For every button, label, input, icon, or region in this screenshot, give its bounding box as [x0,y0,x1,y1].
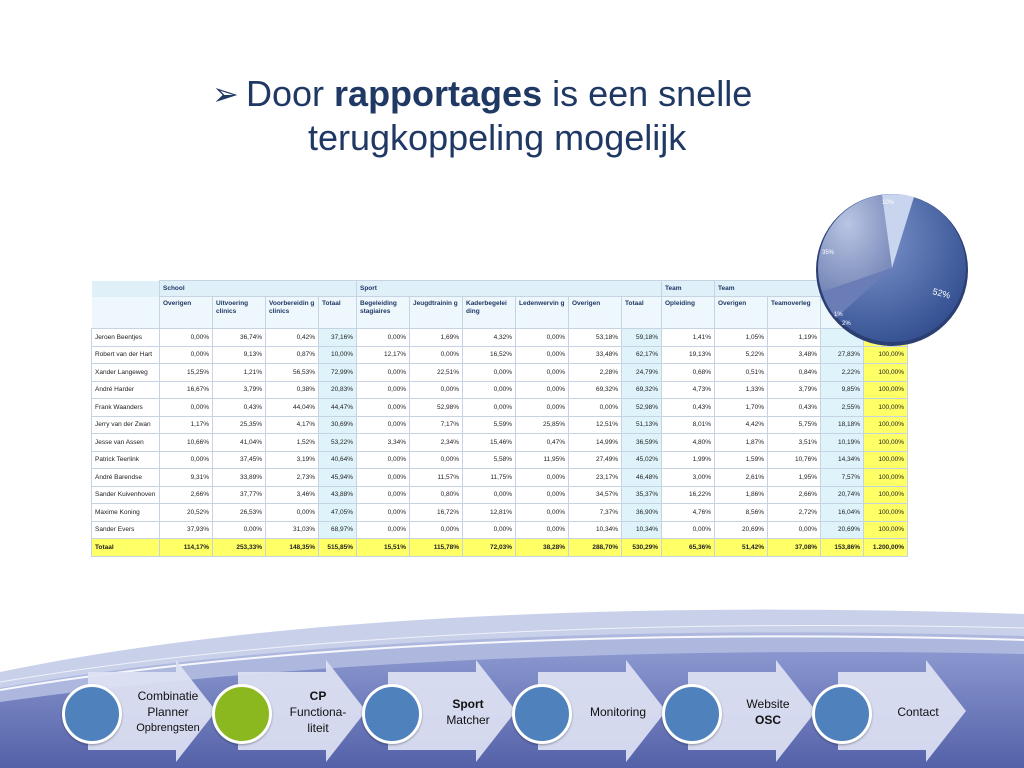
table-cell: 100,00% [864,416,908,434]
table-cell: 148,35% [266,539,319,557]
table-cell: 3,46% [266,486,319,504]
group-team: Team [662,281,715,297]
table-cell: 20,69% [715,521,768,539]
group-team: Team [715,281,908,297]
table-cell: 5,22% [715,346,768,364]
column-header: Begeleiding stagiaires [357,297,410,329]
table-cell: 9,13% [213,346,266,364]
table-cell: 1,86% [715,486,768,504]
nav-circle-icon[interactable] [362,684,422,744]
table-cell: 0,00% [160,399,213,417]
table-cell: 0,43% [768,399,821,417]
table-cell: 0,00% [357,469,410,487]
table-cell: 0,00% [357,416,410,434]
table-cell: 10,76% [768,451,821,469]
table-cell: 36,90% [622,504,662,522]
table-cell: 0,68% [662,364,715,382]
table-cell: 16,67% [160,381,213,399]
table-cell: 4,42% [715,416,768,434]
table-cell: 37,93% [160,521,213,539]
table-cell: 0,38% [266,381,319,399]
table-cell: 0,80% [410,486,463,504]
table-row [92,504,908,522]
group-sport: Sport [357,281,662,297]
table-cell: 100,00% [864,469,908,487]
table-cell: 16,72% [410,504,463,522]
table-cell: 15,25% [160,364,213,382]
table-cell: 0,00% [463,486,516,504]
table-cell: 1,99% [662,451,715,469]
group-school: School [160,281,357,297]
table-cell: 12,51% [569,416,622,434]
table-cell: 9,31% [160,469,213,487]
column-header: Uitvoering clinics [213,297,266,329]
table-cell: 0,00% [213,521,266,539]
table-row [92,469,908,487]
table-cell: 68,97% [319,521,357,539]
table-cell: 3,48% [768,346,821,364]
table-cell: 5,75% [768,416,821,434]
table-cell: 253,33% [213,539,266,557]
table-cell: 2,34% [410,434,463,452]
table-cell: 19,13% [662,346,715,364]
nav-label-line: Functiona- [289,705,347,719]
table-cell: 51,42% [715,539,768,557]
nav-circle-icon[interactable] [812,684,872,744]
table-cell: 100,00% [864,521,908,539]
nav-circle-icon[interactable] [212,684,272,744]
table-cell: 0,00% [463,381,516,399]
table-cell: 52,98% [622,399,662,417]
table-cell: 14,34% [821,451,864,469]
nav-label[interactable] [866,680,970,744]
table-cell: 0,00% [357,504,410,522]
table-cell: 0,00% [516,486,569,504]
nav-label-line: CP [309,689,327,703]
table-cell: 0,00% [160,329,213,347]
column-header: Totaal [622,297,662,329]
nav-circle-icon[interactable] [512,684,572,744]
bullet-arrow-icon: ➢ [212,76,239,112]
table-cell: 51,13% [622,416,662,434]
table-cell: 15,51% [357,539,410,557]
nav-label-line: Combinatie [137,689,199,703]
nav-label-line: Planner [147,705,189,719]
table-cell: 100,00% [864,434,908,452]
table-cell: 0,00% [516,504,569,522]
table-cell: 56,53% [266,364,319,382]
table-cell: 0,00% [662,521,715,539]
table-cell: 0,87% [266,346,319,364]
table-cell: 44,04% [266,399,319,417]
table-cell: 1,21% [213,364,266,382]
table-cell: 24,79% [622,364,662,382]
row-name: Frank Waanders [92,399,160,417]
table-cell: 1,70% [715,399,768,417]
pie-label: 35% [822,250,835,256]
table-cell: 11,95% [516,451,569,469]
table-cell: 27,49% [569,451,622,469]
table-cell: 11,57% [410,469,463,487]
table-cell: 33,48% [569,346,622,364]
table-cell: 0,51% [715,364,768,382]
table-cell: 62,17% [622,346,662,364]
table-row [92,416,908,434]
table-cell: 1,17% [160,416,213,434]
column-header: Overigen [160,297,213,329]
row-name: Sander Evers [92,521,160,539]
nav-label-line: Website [746,697,790,711]
slide-title [212,72,852,160]
table-cell: 1,19% [768,329,821,347]
column-header: Opleiding [662,297,715,329]
table-cell: 1,59% [715,451,768,469]
table-cell: 16,04% [821,504,864,522]
row-name: Sander Kuivenhoven [92,486,160,504]
table-cell: 34,57% [569,486,622,504]
table-row [92,521,908,539]
table-cell: 100,00% [864,451,908,469]
table-cell: 72,03% [463,539,516,557]
table-cell: 3,34% [357,434,410,452]
table-cell: 3,79% [768,381,821,399]
table-cell: 45,94% [319,469,357,487]
table-cell: 5,59% [463,416,516,434]
pie-label: 10% [882,200,895,206]
table-cell: 4,80% [662,434,715,452]
table-cell: 4,17% [266,416,319,434]
column-header: Kaderbegelei ding [463,297,516,329]
nav-label[interactable] [566,680,670,744]
table-cell: 100,00% [864,381,908,399]
table-cell: 2,73% [266,469,319,487]
table-cell: 20,52% [160,504,213,522]
pie-label: 1% [834,312,843,318]
table-cell: 114,17% [160,539,213,557]
table-cell: 9,85% [821,381,864,399]
row-name: Xander Langeweg [92,364,160,382]
table-cell: 20,83% [319,381,357,399]
table-cell: 14,99% [569,434,622,452]
column-header: Teamoverleg [768,297,821,329]
table-cell: 0,00% [463,521,516,539]
table-cell: 25,35% [213,416,266,434]
table-cell: 3,51% [768,434,821,452]
table-cell: 1,33% [715,381,768,399]
table-cell: 2,55% [821,399,864,417]
table-cell: 0,47% [516,434,569,452]
table-cell: 2,66% [160,486,213,504]
table-row [92,381,908,399]
table-cell: 37,45% [213,451,266,469]
table-cell: 0,00% [357,399,410,417]
nav-label-line: Opbrengsten [136,722,200,734]
table-cell: 36,59% [622,434,662,452]
nav-label-line: OSC [754,713,781,727]
table-cell: 47,05% [319,504,357,522]
table-cell: 0,43% [662,399,715,417]
table-cell: 3,00% [662,469,715,487]
table-cell: 46,48% [622,469,662,487]
table-cell: 0,00% [410,451,463,469]
table-cell: 2,66% [768,486,821,504]
table-cell: 27,83% [821,346,864,364]
table-cell: 0,00% [516,521,569,539]
table-cell: 100,00% [864,364,908,382]
table-cell: 0,00% [768,521,821,539]
table-cell: 5,58% [463,451,516,469]
nav-label[interactable] [266,680,370,744]
nav-label-line: Matcher [446,713,490,727]
table-cell: 10,34% [569,521,622,539]
table-row [92,399,908,417]
table-cell: 33,89% [213,469,266,487]
table-row [92,434,908,452]
corner-cell [92,281,160,297]
table-cell: 0,00% [357,521,410,539]
table-cell: 25,85% [516,416,569,434]
title-text-post: is een snelle [542,73,753,114]
table-cell: 0,00% [516,346,569,364]
table-row [92,486,908,504]
table-cell: 4,32% [463,329,516,347]
table-cell: 12,81% [463,504,516,522]
table-cell: 20,69% [821,521,864,539]
row-name: Patrick Teerlink [92,451,160,469]
table-cell: 100,00% [864,504,908,522]
table-cell: 69,32% [569,381,622,399]
nav-label-line: Sport [452,697,484,711]
table-cell: 1,41% [662,329,715,347]
table-cell: 0,00% [516,364,569,382]
table-cell: 1.200,00% [864,539,908,557]
table-cell: 1,52% [266,434,319,452]
table-cell: 53,22% [319,434,357,452]
nav-label-line: Monitoring [589,705,647,719]
table-cell: 59,18% [622,329,662,347]
report-table [91,280,908,557]
table-cell: 72,99% [319,364,357,382]
table-cell: 3,79% [213,381,266,399]
table-cell: 38,28% [516,539,569,557]
table-cell: 4,73% [662,381,715,399]
table-cell: 65,36% [662,539,715,557]
table-row [92,329,908,347]
table-cell: 515,85% [319,539,357,557]
table-cell: 53,18% [569,329,622,347]
table-cell: 0,00% [357,381,410,399]
nav-label[interactable] [716,680,820,744]
table-cell: 0,00% [266,504,319,522]
row-name: Jerry van der Zwan [92,416,160,434]
column-header: Voorbereidin g clinics [266,297,319,329]
table-cell: 0,00% [410,381,463,399]
table-cell: 11,75% [463,469,516,487]
table-cell: 45,02% [622,451,662,469]
table-cell: 43,88% [319,486,357,504]
pie-label: 2% [842,321,851,327]
pie-label: 52% [931,286,952,301]
table-cell: 12,17% [357,346,410,364]
table-cell: 37,16% [319,329,357,347]
table-cell: 15,46% [463,434,516,452]
table-row [92,346,908,364]
nav-item[interactable] [838,660,988,762]
row-name: André Harder [92,381,160,399]
table-cell: 0,00% [463,364,516,382]
row-name: Totaal [92,539,160,557]
nav-label-line: Contact [897,705,939,719]
table-cell: 0,00% [160,451,213,469]
table-cell: 0,00% [569,399,622,417]
table-cell: 10,00% [319,346,357,364]
table-cell: 8,56% [715,504,768,522]
table-cell: 0,00% [357,364,410,382]
table-cell: 69,32% [622,381,662,399]
title-text-bold: rapportages [334,73,543,114]
table-cell: 0,00% [410,346,463,364]
title-text-pre: Door [246,73,335,114]
column-header: Overigen [715,297,768,329]
table-cell: 100,00% [864,346,908,364]
table-cell: 100,00% [864,399,908,417]
table-cell: 0,00% [516,329,569,347]
table-cell: 44,47% [319,399,357,417]
table-cell: 18,18% [821,416,864,434]
table-cell: 10,66% [160,434,213,452]
table-cell: 35,37% [622,486,662,504]
table-cell: 0,00% [410,521,463,539]
table-cell: 3,19% [266,451,319,469]
row-name: Robert van der Hart [92,346,160,364]
title-line-2: terugkoppeling mogelijk [308,117,687,158]
table-cell: 31,03% [266,521,319,539]
table-cell: 37,08% [768,539,821,557]
table-row [92,451,908,469]
row-name: Maxime Koning [92,504,160,522]
row-name: André Barendse [92,469,160,487]
table-row [92,364,908,382]
table-cell: 0,00% [516,399,569,417]
table-cell: 8,01% [662,416,715,434]
column-header: Ledenwervin g [516,297,569,329]
table-cell: 40,64% [319,451,357,469]
corner-cell [92,297,160,329]
table-cell: 1,05% [715,329,768,347]
column-header: Overigen [569,297,622,329]
table-cell: 0,42% [266,329,319,347]
table-cell: 7,57% [821,469,864,487]
table-cell: 0,00% [516,469,569,487]
table-cell: 0,00% [357,486,410,504]
table-cell: 2,28% [569,364,622,382]
table-cell: 100,00% [864,486,908,504]
table-cell: 10,19% [821,434,864,452]
table-cell: 2,61% [715,469,768,487]
table-cell: 16,22% [662,486,715,504]
table-cell: 1,87% [715,434,768,452]
column-header: Jeugdtrainin g [410,297,463,329]
table-cell: 288,70% [569,539,622,557]
table-cell: 7,17% [410,416,463,434]
nav-label-line: liteit [307,721,329,735]
column-header: Totaal [319,297,357,329]
table-cell: 41,04% [213,434,266,452]
table-cell: 153,86% [821,539,864,557]
table-cell: 530,29% [622,539,662,557]
table-cell: 22,51% [410,364,463,382]
table-cell: 1,69% [410,329,463,347]
table-cell: 10,34% [622,521,662,539]
table-cell: 0,00% [357,451,410,469]
table-cell: 2,22% [821,364,864,382]
pie-chart [814,192,970,348]
row-name: Jesse van Assen [92,434,160,452]
table-cell: 0,00% [357,329,410,347]
table-cell: 115,78% [410,539,463,557]
table-cell: 16,52% [463,346,516,364]
table-cell: 30,69% [319,416,357,434]
table-cell: 52,98% [410,399,463,417]
table-cell: 26,53% [213,504,266,522]
nav-circle-icon[interactable] [62,684,122,744]
table-cell: 0,00% [160,346,213,364]
row-name: Jeroen Beentjes [92,329,160,347]
nav-circle-icon[interactable] [662,684,722,744]
nav-label[interactable] [116,680,220,744]
nav-label[interactable] [416,680,520,744]
table-cell: 4,76% [662,504,715,522]
table-cell: 37,77% [213,486,266,504]
table-cell: 7,37% [569,504,622,522]
table-cell: 0,43% [213,399,266,417]
table-cell: 36,74% [213,329,266,347]
table-cell: 20,74% [821,486,864,504]
table-cell: 2,72% [768,504,821,522]
table-cell: 0,84% [768,364,821,382]
table-cell: 23,17% [569,469,622,487]
total-row [92,539,908,557]
table-cell: 0,00% [463,399,516,417]
table-cell: 1,95% [768,469,821,487]
table-cell: 0,00% [516,381,569,399]
